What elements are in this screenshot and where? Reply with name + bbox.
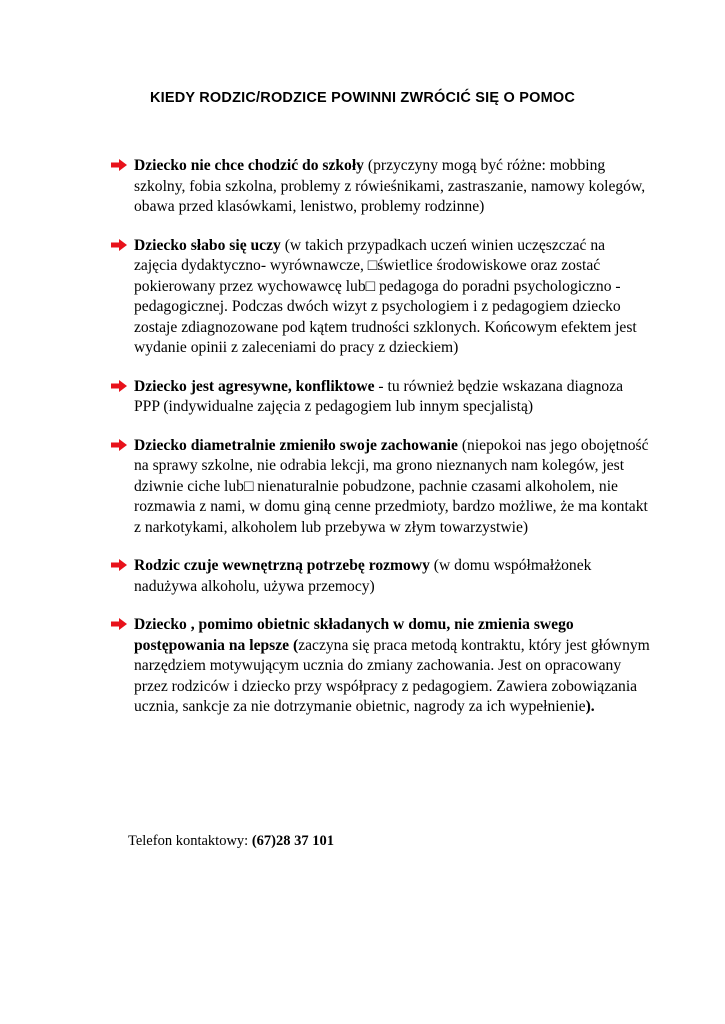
- list-item: [110, 156, 650, 218]
- item-heading: Dziecko , pomimo obietnic składanych w domu, nie zmienia swego postępowania na lepsze (: [134, 616, 574, 654]
- item-description: (w domu współmałżonek nadużywa alkoholu, używa przemocy): [134, 557, 592, 595]
- right-arrow-icon: [110, 238, 128, 252]
- item-heading: Dziecko diametralnie zmieniło swoje zachowanie: [134, 436, 458, 454]
- page-title: KIEDY RODZIC/RODZICE POWINNI ZWRÓCIĆ SIĘ O POMOC: [149, 90, 575, 106]
- item-description: (przyczyny mogą być różne: mobbing szkolny, fobia szkolna, problemy z rówieśnikami, zastraszanie, namowy kolegów, obawa przed klasówkami, lenistwo, problemy rodzinne): [134, 157, 646, 215]
- item-description: zaczyna się praca metodą kontraktu, który jest głównym narzędziem motywującym ucznia do zmiany zachowania. Jest on opracowany przez rodziców i dziecko przy współpracy z pedagogiem. Zawiera zobowiązania ucznia, sankcje za nie dotrzymanie obietnic, nagrody za ich wypełnienie: [134, 636, 650, 715]
- item-heading: Rodzic czuje wewnętrzną potrzebę rozmowy: [134, 557, 430, 574]
- contact-number: (67)28 37 101: [251, 833, 334, 849]
- list-item: [110, 236, 650, 359]
- right-arrow-icon: [110, 438, 128, 452]
- list-item: [110, 615, 650, 718]
- list-item: [110, 377, 650, 418]
- right-arrow-icon: [110, 617, 128, 631]
- list-item: [110, 556, 650, 597]
- item-description: (niepokoi nas jego obojętność na sprawy szkolne, nie odrabia lekcji, ma grono nieznanych nam kolegów, jest dziwnie ciche lub□ nienaturalnie pobudzone, pachnie czasami alkoholem, nie rozmawia z nami, w domu giną cenne przedmioty, bardzo możliwe, że ma kontakt z narkotykami, alkoholem lub przebywa w złym towarzystwie): [134, 436, 649, 536]
- help-reasons-list: [110, 156, 650, 736]
- item-heading: Dziecko nie chce chodzić do szkoły: [134, 157, 364, 174]
- item-heading: Dziecko słabo się uczy: [134, 236, 281, 254]
- item-closing: ).: [585, 698, 595, 715]
- item-description: (w takich przypadkach uczeń winien uczęszczać na zajęcia dydaktyczno- wyrównawcze, □świetlice środowiskowe oraz zostać pokierowany przez wychowawcę lub□ pedagoga do poradni psychologiczno - pedagogicznej. Podczas dwóch wizyt z psychologiem i z pedagogiem dziecko zostaje zdiagnozowane pod kątem trudności szklonych. Końcowym efektem jest wydanie opinii z zaleceniami do pracy z dzieckiem): [134, 236, 637, 356]
- contact-phone: [128, 833, 334, 850]
- list-item: [110, 436, 650, 539]
- right-arrow-icon: [110, 379, 128, 393]
- right-arrow-icon: [110, 158, 128, 172]
- item-heading: Dziecko jest agresywne, konfliktowe: [134, 377, 375, 395]
- item-description: - tu również będzie wskazana diagnoza PPP (indywidualne zajęcia z pedagogiem lub innym specjalistą): [134, 377, 624, 415]
- right-arrow-icon: [110, 558, 128, 572]
- contact-label: Telefon kontaktowy:: [128, 833, 252, 849]
